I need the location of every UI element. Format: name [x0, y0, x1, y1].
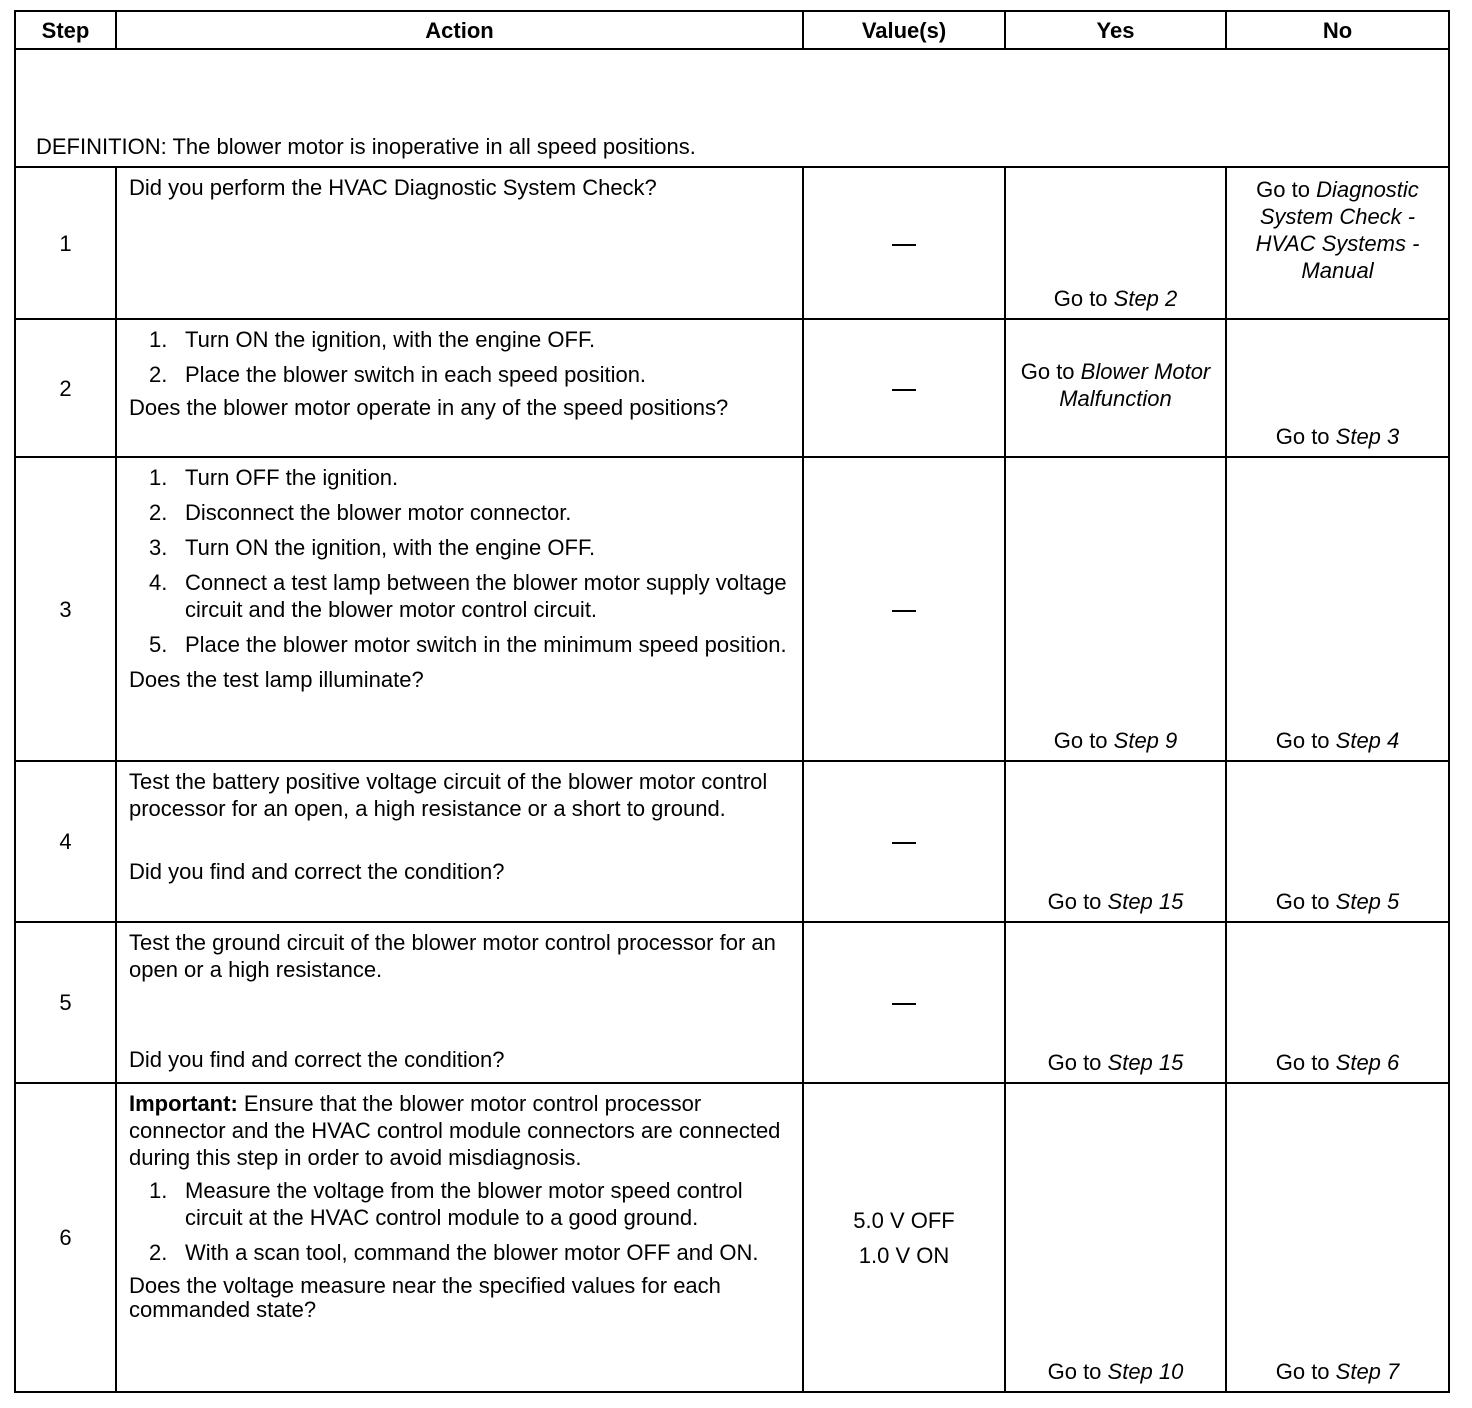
list-item — [129, 534, 796, 561]
action-cell — [116, 319, 803, 457]
no-prefix: Go to — [1275, 424, 1336, 449]
action-intro: Did you perform the HVAC Diagnostic System Check? — [129, 175, 657, 200]
substep-number: 4. — [149, 570, 168, 595]
table-row — [15, 457, 1449, 761]
substep-text: Place the blower motor switch in the minimum speed position. — [185, 632, 787, 657]
yes-reference: Step 10 — [1107, 1359, 1184, 1384]
no-cell — [1226, 319, 1449, 457]
substep-number: 5. — [149, 632, 168, 657]
action-question: Did you find and correct the condition? — [129, 1047, 505, 1072]
list-item — [129, 361, 796, 388]
action-cell — [116, 457, 803, 761]
table-row — [15, 167, 1449, 319]
substep-number: 2. — [149, 1240, 168, 1265]
substep-number: 1. — [149, 465, 168, 490]
action-intro: Test the battery positive voltage circuit of the blower motor control processor for an open, a high resistance or a short to ground. — [129, 769, 768, 821]
no-prefix: Go to — [1275, 1359, 1336, 1384]
yes-prefix: Go to — [1053, 728, 1114, 753]
value-cell — [803, 922, 1005, 1083]
substep-list — [129, 464, 796, 658]
action-cell — [116, 167, 803, 319]
action-intro: Test the ground circuit of the blower motor control processor for an open or a high resistance. — [129, 930, 776, 982]
action-question: Does the test lamp illuminate? — [129, 667, 424, 692]
yes-reference: Step 15 — [1107, 1050, 1184, 1075]
header-step: Step — [15, 11, 116, 49]
list-item — [129, 464, 796, 491]
dash-placeholder — [892, 610, 916, 612]
value-cell — [803, 761, 1005, 922]
substep-list — [129, 1177, 796, 1266]
table-row — [15, 319, 1449, 457]
step-number: 3 — [15, 457, 116, 761]
header-values: Value(s) — [803, 11, 1005, 49]
substep-number: 1. — [149, 1178, 168, 1203]
header-no: No — [1226, 11, 1449, 49]
substep-text: Turn ON the ignition, with the engine OFF. — [185, 327, 596, 352]
list-item — [129, 569, 796, 623]
table-header-row — [15, 11, 1449, 49]
step-number: 5 — [15, 922, 116, 1083]
step-number: 4 — [15, 761, 116, 922]
substep-text: Place the blower switch in each speed position. — [185, 362, 647, 387]
no-cell — [1226, 457, 1449, 761]
yes-prefix: Go to — [1047, 889, 1108, 914]
no-cell — [1226, 1083, 1449, 1392]
yes-reference: Step 9 — [1113, 728, 1178, 753]
table-row — [15, 922, 1449, 1083]
substep-text: Connect a test lamp between the blower motor supply voltage circuit and the blower motor control circuit. — [185, 570, 787, 622]
substep-list — [129, 326, 796, 388]
no-reference: Step 3 — [1335, 424, 1400, 449]
yes-reference: Step 2 — [1113, 286, 1178, 311]
definition-text: DEFINITION: The blower motor is inoperative in all speed positions. — [15, 49, 1449, 167]
yes-cell — [1005, 922, 1226, 1083]
yes-reference: Blower Motor Malfunction — [1059, 359, 1211, 411]
step-number: 1 — [15, 167, 116, 319]
no-cell — [1226, 761, 1449, 922]
yes-cell — [1005, 457, 1226, 761]
list-item — [129, 499, 796, 526]
no-prefix: Go to — [1275, 1050, 1336, 1075]
substep-number: 1. — [149, 327, 168, 352]
value-cell — [803, 319, 1005, 457]
definition-row — [15, 49, 1449, 167]
substep-number: 3. — [149, 535, 168, 560]
table-row — [15, 761, 1449, 922]
no-reference: Step 5 — [1335, 889, 1400, 914]
value-line: 5.0 V OFF — [853, 1207, 955, 1233]
no-reference: Step 7 — [1335, 1359, 1400, 1384]
no-reference: Step 4 — [1335, 728, 1400, 753]
important-label: Important: — [129, 1091, 238, 1116]
list-item — [129, 1177, 796, 1231]
substep-text: With a scan tool, command the blower motor OFF and ON. — [185, 1240, 759, 1265]
step-number: 6 — [15, 1083, 116, 1392]
table-row — [15, 1083, 1449, 1392]
yes-cell — [1005, 167, 1226, 319]
yes-reference: Step 15 — [1107, 889, 1184, 914]
list-item — [129, 631, 796, 658]
no-prefix: Go to — [1275, 889, 1336, 914]
list-item — [129, 326, 796, 353]
dash-placeholder — [892, 244, 916, 246]
yes-prefix: Go to — [1047, 1359, 1108, 1384]
value-cell — [803, 457, 1005, 761]
dash-placeholder — [892, 842, 916, 844]
action-cell — [116, 922, 803, 1083]
yes-prefix: Go to — [1047, 1050, 1108, 1075]
yes-cell — [1005, 1083, 1226, 1392]
yes-prefix: Go to — [1053, 286, 1114, 311]
substep-number: 2. — [149, 362, 168, 387]
list-item — [129, 1239, 796, 1266]
dash-placeholder — [892, 1003, 916, 1005]
diagnostic-table — [14, 10, 1450, 1393]
substep-text: Turn ON the ignition, with the engine OFF. — [185, 535, 596, 560]
no-reference: Diagnostic System Check - HVAC Systems - Manual — [1255, 177, 1420, 283]
substep-text: Disconnect the blower motor connector. — [185, 500, 572, 525]
action-question: Does the blower motor operate in any of the speed positions? — [129, 395, 729, 420]
dash-placeholder — [892, 389, 916, 391]
substep-number: 2. — [149, 500, 168, 525]
value-cell — [803, 1083, 1005, 1392]
substep-text: Turn OFF the ignition. — [185, 465, 399, 490]
header-action: Action — [116, 11, 803, 49]
yes-prefix: Go to — [1020, 359, 1081, 384]
header-yes: Yes — [1005, 11, 1226, 49]
step-number: 2 — [15, 319, 116, 457]
important-text: Ensure that the blower motor control processor connector and the HVAC control module connectors are connected during this step in order to avoid misdiagnosis. — [129, 1091, 781, 1170]
value-cell — [803, 167, 1005, 319]
action-question: Did you find and correct the condition? — [129, 859, 505, 884]
no-prefix: Go to — [1256, 177, 1317, 202]
value-line: 1.0 V ON — [858, 1242, 950, 1268]
action-cell — [116, 761, 803, 922]
no-prefix: Go to — [1275, 728, 1336, 753]
no-cell — [1226, 922, 1449, 1083]
action-cell — [116, 1083, 803, 1392]
substep-text: Measure the voltage from the blower motor speed control circuit at the HVAC control module to a good ground. — [185, 1178, 743, 1230]
action-question: Does the voltage measure near the specified values for each commanded state? — [129, 1273, 721, 1322]
yes-cell — [1005, 761, 1226, 922]
important-note — [129, 1090, 796, 1171]
yes-cell — [1005, 319, 1226, 457]
no-reference: Step 6 — [1335, 1050, 1400, 1075]
no-cell — [1226, 167, 1449, 319]
